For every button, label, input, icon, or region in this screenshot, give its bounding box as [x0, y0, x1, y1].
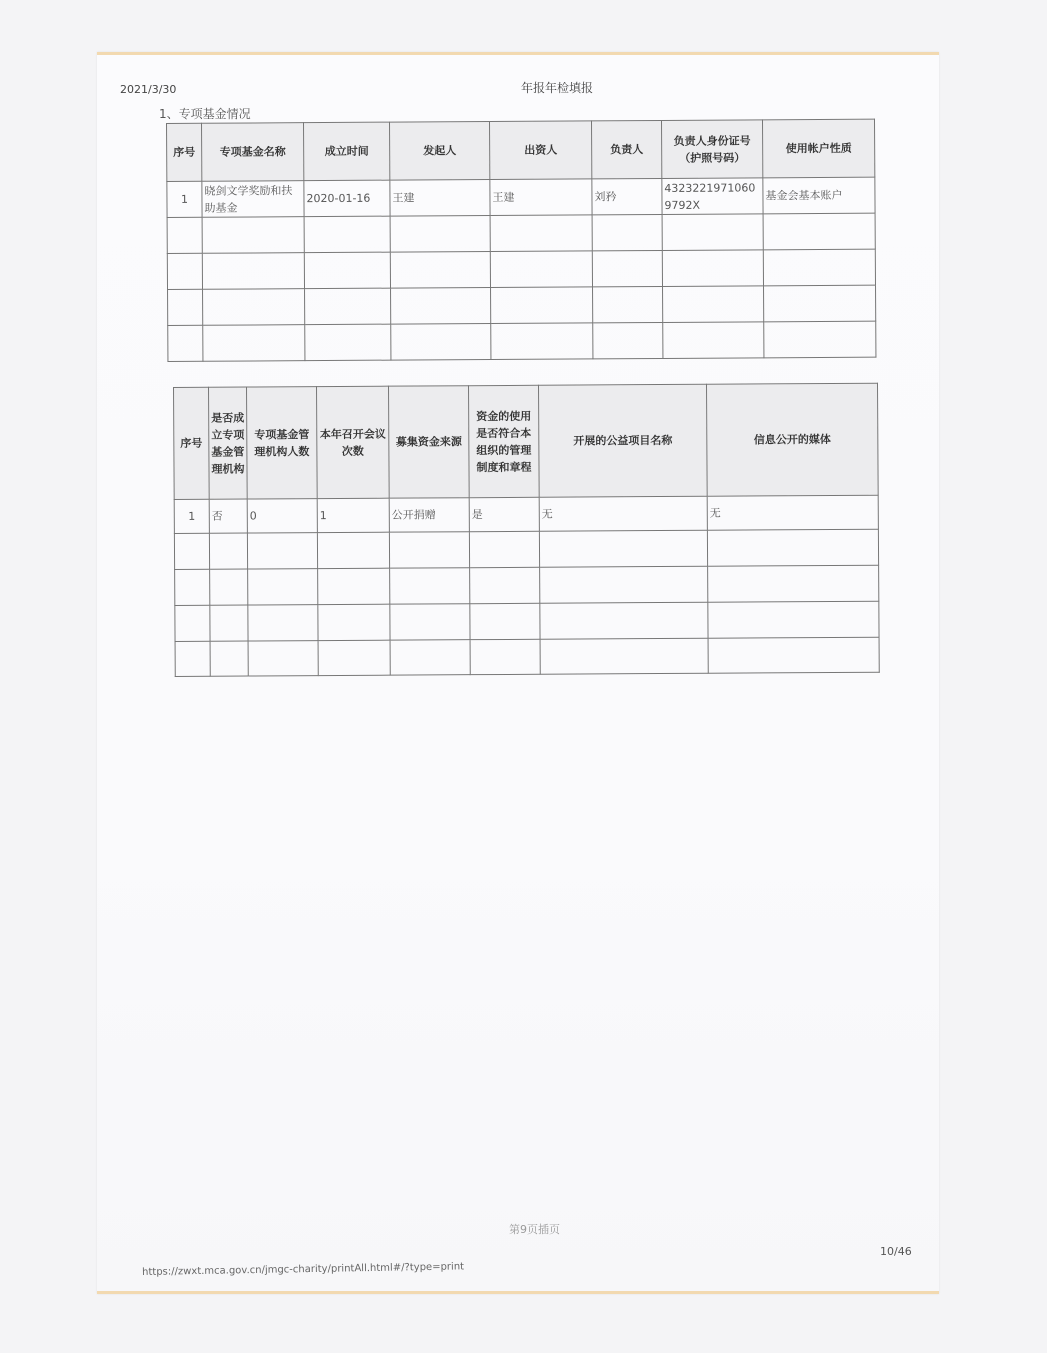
column-header: 出资人	[489, 121, 591, 180]
table-row	[167, 177, 875, 217]
column-header: 资金的使用是否符合本组织的管理制度和章程	[468, 385, 539, 497]
column-header: 专项基金名称	[202, 123, 304, 182]
table-cell: 晓剑文学奖励和扶助基金	[202, 181, 304, 218]
page-number: 10/46	[880, 1245, 912, 1258]
table-cell	[305, 288, 391, 325]
table-cell: 王建	[490, 179, 592, 216]
table-cell: 基金会基本账户	[763, 177, 875, 214]
table-cell: 1	[317, 498, 389, 532]
table-cell: 王建	[390, 180, 490, 217]
table-cell	[318, 640, 390, 675]
table-cell	[593, 286, 663, 322]
table-cell	[317, 532, 389, 568]
column-header: 序号	[174, 387, 210, 499]
column-header: 序号	[167, 123, 202, 181]
table-cell	[203, 325, 305, 362]
table-cell	[663, 286, 764, 323]
page-title: 年报年检填报	[521, 81, 594, 95]
table-cell	[304, 216, 390, 253]
column-header: 使用帐户性质	[762, 119, 874, 178]
table-cell	[470, 567, 540, 603]
column-header: 募集资金来源	[388, 386, 469, 498]
document-page	[97, 52, 939, 1294]
table-cell	[209, 533, 247, 569]
table-cell	[175, 641, 210, 676]
table-cell	[168, 325, 203, 361]
table-cell	[592, 250, 662, 286]
column-header: 开展的公益项目名称	[538, 384, 707, 497]
section-title: 1、专项基金情况	[159, 107, 251, 121]
table-cell: 无	[539, 496, 707, 531]
table-cell	[469, 531, 539, 567]
table-cell	[248, 605, 318, 641]
table-cell	[764, 285, 876, 322]
table-cell: 1	[174, 499, 209, 533]
table-cell	[210, 641, 248, 676]
column-header: 负责人身份证号（护照号码）	[661, 120, 762, 179]
table-cell	[248, 641, 318, 676]
table-row	[174, 495, 878, 533]
table-cell	[390, 604, 470, 640]
table-cell	[318, 568, 390, 604]
table-cell	[708, 565, 879, 602]
table-cell: 无	[707, 495, 878, 530]
table-cell	[391, 324, 491, 361]
table-cell	[390, 216, 490, 253]
table-cell	[708, 637, 879, 673]
table-cell: 否	[209, 499, 247, 533]
table-cell	[318, 604, 390, 640]
table-cell	[304, 252, 390, 289]
table-cell	[168, 289, 203, 325]
table-cell: 0	[247, 499, 317, 533]
column-header: 负责人	[591, 120, 661, 178]
table-cell	[539, 530, 707, 567]
table-cell	[202, 217, 304, 254]
column-header: 发起人	[389, 122, 489, 181]
table-cell	[390, 640, 470, 675]
table-cell	[202, 253, 304, 290]
column-header: 本年召开会议次数	[317, 386, 390, 498]
table-cell	[707, 529, 878, 566]
table-cell: 1	[167, 181, 202, 217]
table-cell	[593, 322, 663, 358]
table-cell	[305, 324, 391, 361]
table-cell	[470, 639, 540, 674]
table-cell	[167, 217, 202, 253]
table-cell	[662, 214, 763, 251]
table-row	[175, 601, 879, 641]
table-cell	[540, 638, 708, 674]
column-header: 信息公开的媒体	[706, 383, 878, 496]
table-cell	[708, 601, 879, 638]
table-cell	[490, 215, 592, 252]
table-cell	[389, 532, 469, 568]
print-date: 2021/3/30	[120, 83, 177, 96]
table-cell	[390, 252, 490, 289]
table-cell	[175, 569, 210, 605]
table-cell	[763, 213, 875, 250]
table-cell	[470, 603, 540, 639]
table-header-row	[167, 119, 875, 181]
table-row	[175, 637, 879, 676]
table-cell	[210, 569, 248, 605]
column-header: 成立时间	[304, 122, 390, 181]
table-cell	[490, 251, 592, 288]
table-row	[167, 249, 875, 289]
print-url: https://zwxt.mca.gov.cn/jmgc-charity/printAll.html#/?type=print	[142, 1261, 465, 1278]
table-row	[168, 321, 876, 361]
table-cell	[491, 323, 593, 360]
table-cell: 43232219710609792X	[662, 178, 763, 215]
table-cell	[175, 605, 210, 641]
fund-management-table	[173, 383, 880, 677]
table-cell	[203, 289, 305, 326]
table-cell: 公开捐赠	[389, 498, 469, 532]
table-cell	[248, 569, 318, 605]
table-row	[168, 285, 876, 325]
table-cell	[174, 533, 209, 569]
table-cell	[540, 566, 708, 603]
table-cell	[210, 605, 248, 641]
table-cell	[663, 322, 764, 359]
table-cell: 是	[469, 497, 539, 531]
table-row	[174, 529, 878, 569]
table-row	[167, 213, 875, 253]
table-header-row	[174, 383, 879, 499]
table-cell	[390, 568, 470, 604]
table-cell	[662, 250, 763, 287]
table-cell	[592, 214, 662, 250]
table-cell: 刘矜	[592, 178, 662, 214]
special-fund-table	[166, 119, 876, 362]
page-note: 第9页插页	[509, 1223, 560, 1236]
table-cell: 2020-01-16	[304, 180, 390, 217]
table-cell	[167, 253, 202, 289]
table-cell	[763, 249, 875, 286]
column-header: 专项基金管理机构人数	[247, 387, 318, 499]
table-cell	[764, 321, 876, 358]
table-cell	[491, 287, 593, 324]
table-cell	[391, 288, 491, 325]
table-cell	[247, 533, 317, 569]
column-header: 是否成立专项基金管理机构	[209, 387, 248, 499]
table-cell	[540, 602, 708, 639]
table-row	[175, 565, 879, 605]
